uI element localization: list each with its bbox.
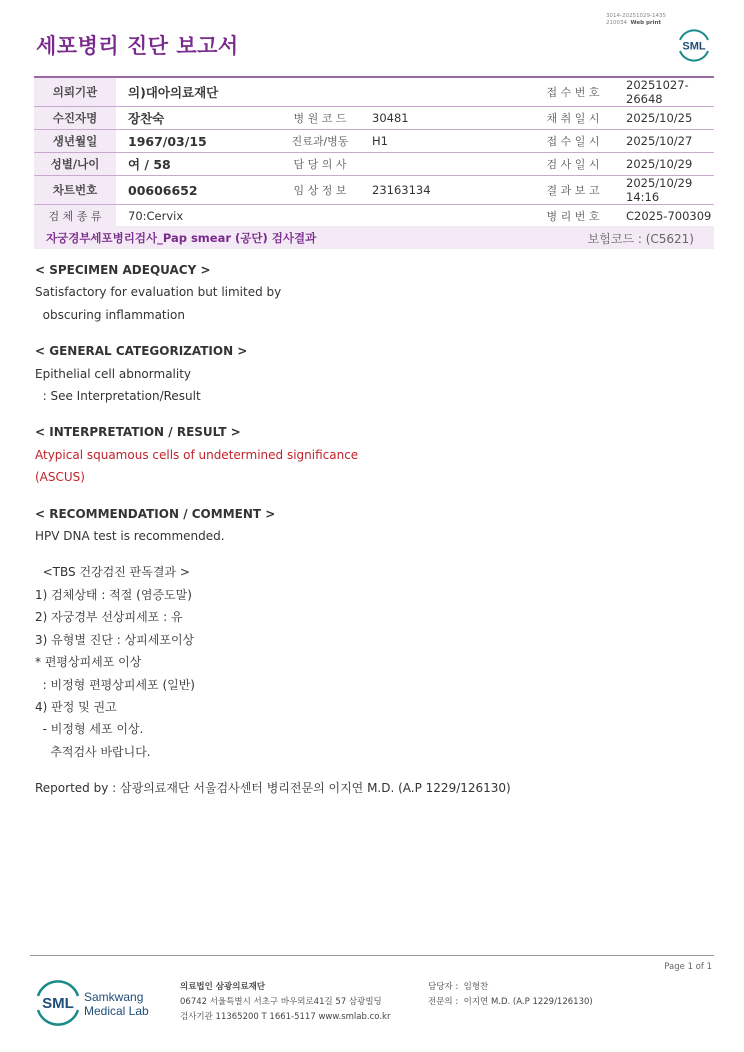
info-value: 장찬숙 xyxy=(116,107,280,130)
info-value: 2025/10/25 xyxy=(614,107,714,130)
info-value xyxy=(360,205,532,228)
tbs-line: : 비정형 편평상피세포 (일반) xyxy=(35,677,195,692)
report-body xyxy=(35,259,715,800)
staff-value: 임형찬 xyxy=(463,982,489,992)
footer-contact: 검사기관 11365200 T 1661-5117 www.smlab.co.kr xyxy=(180,1012,391,1022)
info-value: 70:Cervix xyxy=(116,205,280,228)
info-row xyxy=(34,130,714,153)
footer-brand-2: Medical Lab xyxy=(84,1004,149,1018)
interpretation-result: Atypical squamous cells of undetermined significance xyxy=(35,447,359,462)
info-label: 접 수 일 시 xyxy=(532,130,614,153)
test-title: 자궁경부세포병리검사_Pap smear (공단) 검사결과 xyxy=(46,231,317,245)
info-value xyxy=(360,153,532,176)
doctor-value: 이지연 M.D. (A.P 1229/126130) xyxy=(463,997,593,1007)
info-label: 생년월일 xyxy=(34,130,116,153)
info-value xyxy=(360,77,532,107)
info-value: 2025/10/29 14:16 xyxy=(614,176,714,205)
info-row xyxy=(34,107,714,130)
info-label: 병 리 번 호 xyxy=(532,205,614,228)
report-title: 세포병리 진단 보고서 xyxy=(36,34,239,58)
adequacy-text: obscuring inflammation xyxy=(35,307,185,322)
info-value: 23163134 xyxy=(360,176,532,205)
info-label: 검 체 종 류 xyxy=(34,205,116,228)
insurance-code: 보험코드 : (C5621) xyxy=(587,232,694,246)
svg-text:SML: SML xyxy=(682,40,706,53)
section-adequacy-heading: < SPECIMEN ADEQUACY > xyxy=(35,263,211,277)
info-label: 의뢰기관 xyxy=(34,77,116,107)
info-row xyxy=(34,205,714,228)
footer-address: 06742 서울특별시 서초구 바우뫼로41길 57 삼광빌딩 xyxy=(180,997,382,1007)
info-label xyxy=(280,205,360,228)
tbs-line: * 편평상피세포 이상 xyxy=(35,655,142,670)
tbs-line: 3) 유형별 진단 : 상피세포이상 xyxy=(35,632,195,647)
footer-logo xyxy=(36,980,176,1030)
info-label: 채 취 일 시 xyxy=(532,107,614,130)
info-row xyxy=(34,176,714,205)
tbs-line: 추적검사 바랍니다. xyxy=(35,744,151,759)
reported-by: Reported by : 삼광의료재단 서울검사센터 병리전문의 이지연 M.D. (A.P 1229/126130) xyxy=(35,781,511,796)
info-label: 결 과 보 고 xyxy=(532,176,614,205)
info-label: 진료과/병동 xyxy=(280,130,360,153)
info-label: 수진자명 xyxy=(34,107,116,130)
info-label: 담 당 의 사 xyxy=(280,153,360,176)
info-label: 접 수 번 호 xyxy=(532,77,614,107)
info-label: 성별/나이 xyxy=(34,153,116,176)
sml-footer-logo-icon xyxy=(36,980,176,1026)
info-label xyxy=(280,77,360,107)
info-label: 차트번호 xyxy=(34,176,116,205)
print-meta xyxy=(606,13,666,27)
general-text: : See Interpretation/Result xyxy=(35,389,201,404)
info-value: 30481 xyxy=(360,107,532,130)
info-value: 여 / 58 xyxy=(116,153,280,176)
info-value: H1 xyxy=(360,130,532,153)
tbs-line: 2) 자궁경부 선상피세포 : 유 xyxy=(35,610,183,625)
test-title-band xyxy=(34,226,714,249)
patient-info-table xyxy=(34,76,714,228)
doctor-label: 전문의 : xyxy=(428,997,459,1007)
info-value: 2025/10/29 xyxy=(614,153,714,176)
info-row xyxy=(34,153,714,176)
section-recommendation-heading: < RECOMMENDATION / COMMENT > xyxy=(35,506,276,521)
print-id: 3014-20251029-1435 xyxy=(606,13,666,19)
info-value: 2025/10/27 xyxy=(614,130,714,153)
info-row xyxy=(34,77,714,107)
footer-brand-1: Samkwang xyxy=(84,990,144,1004)
sml-logo-icon xyxy=(676,27,712,63)
info-value: 20251027-26648 xyxy=(614,77,714,107)
footer-org-name: 의료법인 삼광의료재단 xyxy=(180,982,266,992)
footer-org-info xyxy=(180,980,390,1025)
info-value: C2025-700309 xyxy=(614,205,714,228)
info-value: 1967/03/15 xyxy=(116,130,280,153)
section-interpretation-heading: < INTERPRETATION / RESULT > xyxy=(35,425,241,440)
print-code: 210034 xyxy=(606,20,628,26)
info-label: 검 사 일 시 xyxy=(532,153,614,176)
recommendation-text: HPV DNA test is recommended. xyxy=(35,529,225,544)
web-print-label: Web print xyxy=(630,20,662,26)
footer-divider xyxy=(30,955,714,956)
footer-logo-mark: SML xyxy=(42,995,74,1012)
general-text: Epithelial cell abnormality xyxy=(35,366,192,381)
tbs-line: - 비정형 세포 이상. xyxy=(35,722,144,737)
section-general-heading: < GENERAL CATEGORIZATION > xyxy=(35,344,248,359)
info-label: 임 상 정 보 xyxy=(280,176,360,205)
footer-staff-info xyxy=(428,980,593,1010)
info-value: 의)대아의료재단 xyxy=(116,77,280,107)
info-label: 병 원 코 드 xyxy=(280,107,360,130)
tbs-line: 1) 검체상태 : 적절 (염증도말) xyxy=(35,587,192,602)
info-value: 00606652 xyxy=(116,176,280,205)
adequacy-text: Satisfactory for evaluation but limited by xyxy=(35,285,282,300)
staff-label: 담당자 : xyxy=(428,982,459,992)
page-number: Page 1 of 1 xyxy=(664,962,712,972)
tbs-line: 4) 판정 및 권고 xyxy=(35,699,117,714)
interpretation-result: (ASCUS) xyxy=(35,470,85,485)
tbs-line: <TBS 건강검진 판독결과 > xyxy=(35,565,190,580)
